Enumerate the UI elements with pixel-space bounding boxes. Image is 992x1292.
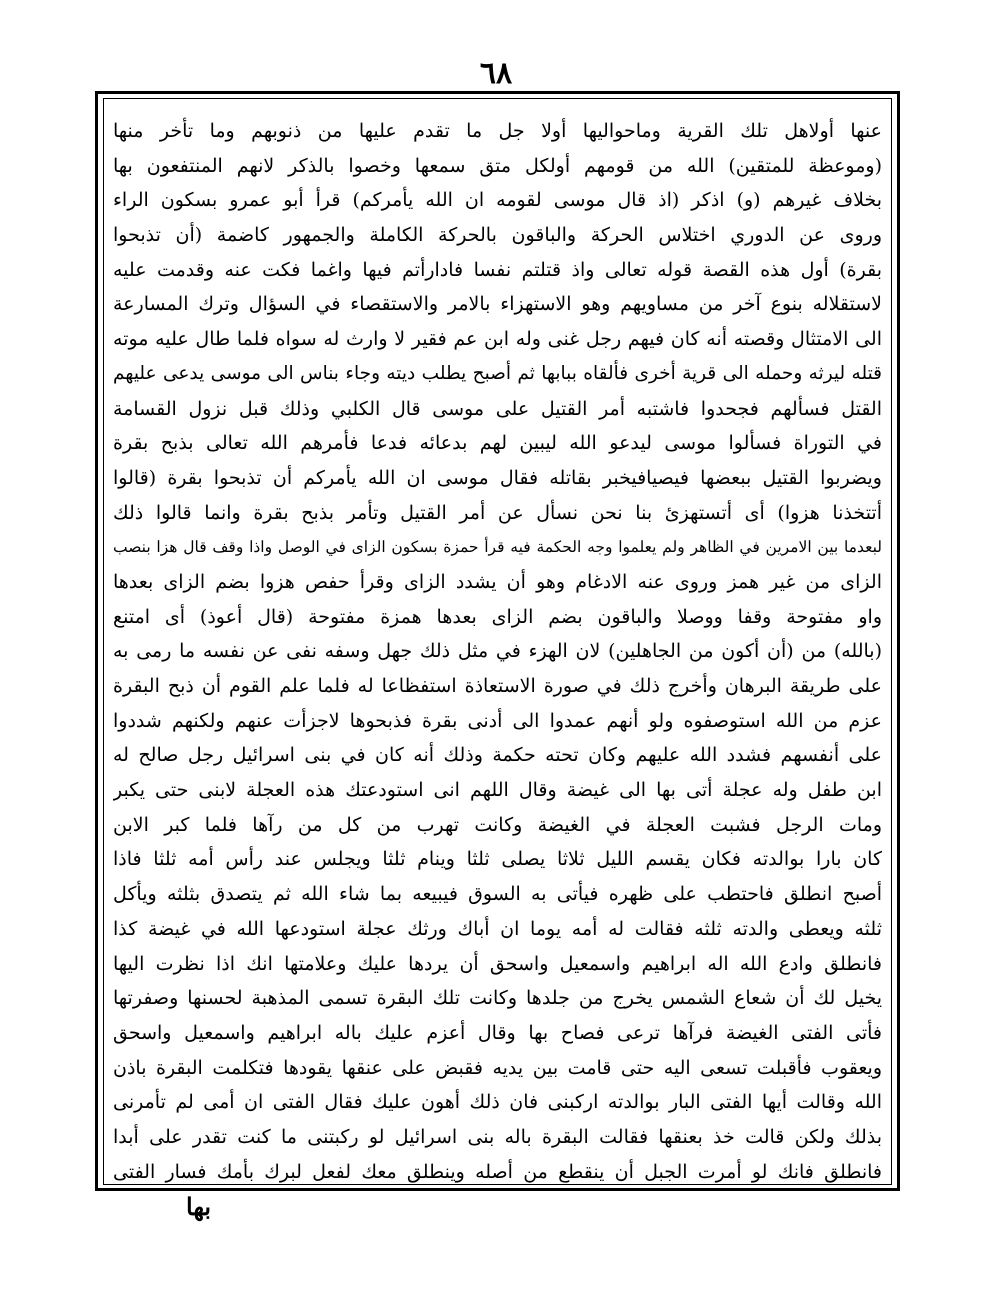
text-line: على أنفسهم فشدد الله عليهم وكان تحته حكمة وذلك أنه كان في بنى اسرائيل رجل صالح له [113, 744, 882, 767]
text-line: فانطلق وادع الله اله ابراهيم واسمعيل واسحق أن يردها عليك وعلامتها انك اذا نظرت اليها [113, 952, 882, 975]
text-line: وروى عن الدوري اختلاس الحركة والباقون بالحركة الكاملة والجمهور كاضمة (أن تذبحوا [113, 224, 882, 247]
catchword: بها [186, 1192, 212, 1221]
text-line: ويعقوب فأقبلت تسعى اليه حتى قامت بين يديه فقبض على عنقها يقودها فتكلمت البقرة باذن [113, 1056, 882, 1079]
text-line: يخيل لك أن شعاع الشمس يخرج من جلدها وكانت تلك البقرة تسمى المذهبة لحسنها وصفرتها [113, 987, 882, 1010]
text-line: فأتى الفتى الغيضة فرآها ترعى فصاح بها وقال أعزم عليك باله ابراهيم واسمعيل واسحق [113, 1021, 882, 1044]
text-line: ويضربوا القتيل ببعضها فيصيافيخبر بقاتله فقال موسى ان الله يأمركم أن تذبحوا بقرة (قالوا [113, 466, 882, 489]
text-line: أتتخذنا هزوا) أى أتستهزئ بنا نحن نسأل عن أمر القتيل وتأمر بذبح بقرة وانما قالوا ذلك [113, 501, 882, 524]
text-line: الى الامتثال وقصته أنه كان فيهم رجل غنى وله ابن عم فقير لا وارث له سواه فلما طال عليه موته [113, 328, 882, 351]
text-line: لاستقلاله بنوع آخر من مساويهم وهو الاستهزاء بالامر والاستقصاء في السؤال وترك المسارعة [113, 293, 882, 316]
text-line: كان بارا بوالدته فكان يقسم الليل ثلاثا يصلى ثلثا وينام ثلثا ويجلس عند رأس أمه ثلثا فاذا [113, 848, 882, 871]
text-line: بذلك ولكن قالت خذ بعنقها فقالت البقرة باله بنى اسرائيل لو ركبتنى ما كنت تقدر على أبدا [113, 1125, 882, 1148]
text-line: ثلثه ويعطى والدته ثلثه فقالت له أمه يوما ان أباك ورثك عجلة استودعها الله في غيضة كذا [113, 917, 882, 940]
text-line: ومات الرجل فشبت العجلة في الغيضة وكانت تهرب من كل من رآها فلما كبر الابن [113, 813, 882, 836]
text-line: القتل فسألهم فجحدوا فاشتبه أمر القتيل على موسى قال الكلبي وذلك قبل نزول القسامة [113, 397, 882, 420]
text-line: عزم من الله استوصفوه ولو أنهم عمدوا الى أدنى بقرة فذبحوها لاجزأت عنهم ولكنهم شددوا [113, 709, 882, 732]
text-line: فانطلق فانك لو أمرت الجبل أن ينقطع من أصله وينطلق معك لفعل لبرك بأمك فسار الفتى [113, 1160, 882, 1183]
page-number: ٦٨ [479, 56, 513, 91]
text-line: عنها أولاهل تلك القرية وماحواليها أولا جل ما تقدم عليها من ذنوبهم وما تأخر منها [113, 120, 882, 142]
text-line: (وموعظة للمتقين) الله من قومهم أولكل متق سمعها وخصوا بالذكر لانهم المنتفعون بها [113, 154, 882, 177]
text-line: أصبح انطلق فاحتطب على ظهره فيأتى به السوق فيبيعه بما شاء الله ثم يتصدق بثلثه ويأكل [113, 883, 882, 906]
text-line: (بالله) من (أن أكون من الجاهلين) لان الهزء في مثل ذلك جهل وسفه نفى عن نفسه ما رمى به [113, 640, 882, 663]
text-line: الزاى من غير همز وروى عنه الادغام وهو أن يشدد الزاى وقرأ حفص هزوا بضم الزاى بعدها [113, 570, 882, 593]
text-line: قتله ليرثه وحمله الى قرية أخرى فألقاه ببابها ثم أصبح يطلب ديته وجاء بناس الى موسى يدعى عليهم [113, 362, 882, 384]
text-line: الله وقالت أيها الفتى البار بوالدته اركبنى فان ذلك أهون عليك فقال الفتى ان أمى لم تأمرنى [113, 1091, 882, 1114]
text-line: على طريقة البرهان وأخرج ذلك في صورة الاستعاذة استفظاعا له فلما علم القوم أن ذبح البقرة [113, 675, 882, 697]
text-line: ابن طفل وله عجلة أتى بها الى غيضة وقال اللهم انى استودعتك هذه العجلة لابنى حتى يكبر [113, 779, 882, 802]
text-line: بقرة) أول هذه القصة قوله تعالى واذ قتلتم نفسا فادارأتم فيها واغما فكت عنه وقدمت عليه [113, 258, 882, 281]
text-line: واو مفتوحة وقفا ووصلا والباقون بضم الزاى بعدها همزة مفتوحة (قال أعوذ) أى امتنع [113, 605, 882, 628]
text-line: في التوراة فسألوا موسى ليدعو الله ليبين لهم بدعائه فدعا فأمرهم الله تعالى بذبح بقرة [113, 432, 882, 455]
text-block [113, 114, 882, 1189]
text-line: لبعدما بين الامرين في الظاهر ولم يعلموا وجه الحكمة فيه قرأ حمزة بسكون الزاى في الوصل واذا وقف قال هزا بنصب [113, 538, 882, 557]
text-line: بخلاف غيرهم (و) اذكر (اذ قال موسى لقومه ان الله يأمركم) قرأ أبو عمرو بسكون الراء [113, 189, 882, 212]
